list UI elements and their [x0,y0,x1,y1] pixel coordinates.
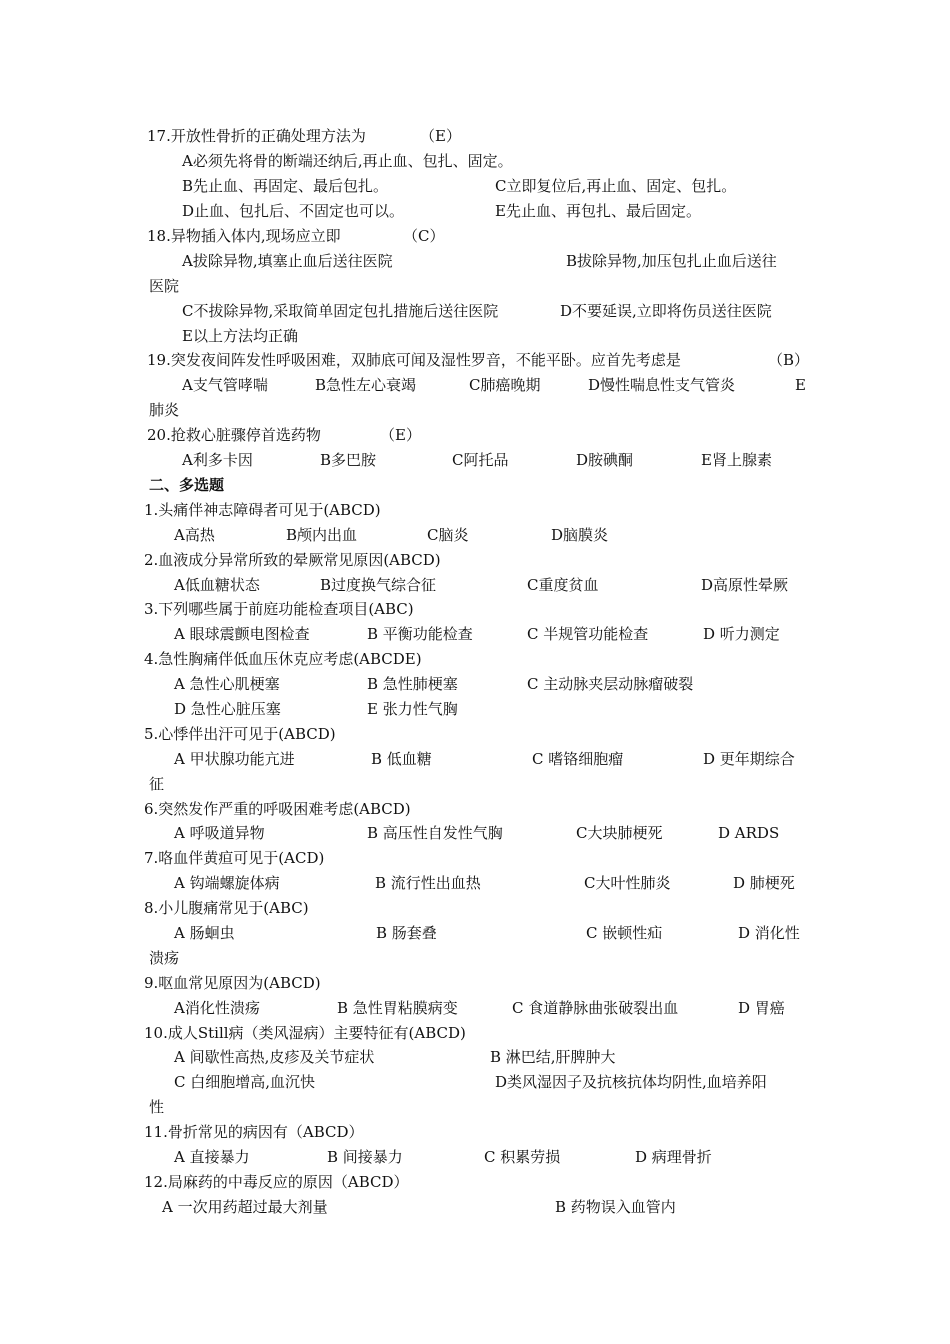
mc-4-option-c: C 主动脉夹层动脉瘤破裂 [527,675,694,693]
q19-option-b: B急性左心衰竭 [315,376,417,394]
mc-8-option-a: A 肠蛔虫 [174,924,235,942]
mc-6-option-c: C大块肺梗死 [576,824,663,842]
mc-6-stem: 6.突然发作严重的呼吸困难考虑(ABCD) [144,800,411,818]
mc-4-stem: 4.急性胸痛伴低血压休克应考虑(ABCDE) [144,650,422,668]
mc-3-stem: 3.下列哪些属于前庭功能检查项目(ABC) [144,600,414,618]
mc-1-option-d: D脑膜炎 [551,526,609,544]
mc-2-stem: 2.血液成分异常所致的晕厥常见原因(ABCD) [144,551,441,569]
mc-3-option-a: A 眼球震颤电图检查 [174,625,310,643]
mc-10-option-d: D类风湿因子及抗核抗体均阴性,血培养阳 [495,1073,767,1091]
mc-3-option-d: D 听力测定 [703,625,780,643]
mc-10-option-c: C 白细胞增高,血沉快 [174,1073,316,1091]
mc-9-option-a: A消化性溃疡 [174,999,260,1017]
mc-5-option-c: C 嗜铬细胞瘤 [532,750,624,768]
mc-6-option-d: D ARDS [718,824,780,842]
q20-option-a: A利多卡因 [182,451,253,469]
mc-8-stem: 8.小儿腹痛常见于(ABC) [144,899,309,917]
mc-1-option-c: C脑炎 [427,526,469,544]
mc-7-option-c: C大叶性肺炎 [584,874,671,892]
q20-option-e: E肾上腺素 [701,451,772,469]
mc-3-option-b: B 平衡功能检查 [367,625,473,643]
q17-option-d: D止血、包扎后、不固定也可以。 [182,202,405,220]
q18-option-a: A拔除异物,填塞止血后送往医院 [182,252,393,270]
question-17-answer: （E） [420,127,461,145]
q18-option-b: B拔除异物,加压包扎止血后送往 [566,252,777,270]
mc-12-stem: 12.局麻药的中毒反应的原因（ABCD） [144,1173,409,1191]
q20-option-d: D胺碘酮 [576,451,634,469]
mc-2-option-a: A低血糖状态 [174,576,260,594]
q17-option-c: C立即复位后,再止血、固定、包扎。 [495,177,737,195]
mc-11-option-c: C 积累劳损 [484,1148,561,1166]
mc-10-option-a: A 间歇性高热,皮疹及关节症状 [174,1048,375,1066]
question-20-answer: （E） [380,426,421,444]
mc-11-option-a: A 直接暴力 [174,1148,250,1166]
mc-4-option-a: A 急性心肌梗塞 [174,675,280,693]
mc-8-option-b: B 肠套叠 [376,924,437,942]
mc-2-option-d: D高原性晕厥 [701,576,789,594]
mc-5-option-b: B 低血糖 [371,750,432,768]
mc-9-option-d: D 胃癌 [738,999,785,1017]
q19-option-e-continued: 肺炎 [149,401,180,419]
q20-option-c: C阿托品 [452,451,509,469]
mc-8-option-c: C 嵌顿性疝 [586,924,663,942]
q17-option-a: A必须先将骨的断端还纳后,再止血、包扎、固定。 [182,152,513,170]
mc-1-option-a: A高热 [174,526,215,544]
question-19-answer: （B） [768,351,810,369]
q18-option-b-continued: 医院 [149,277,180,295]
mc-7-stem: 7.咯血伴黄疸可见于(ACD) [144,849,325,867]
mc-4-option-d: D 急性心脏压塞 [174,700,281,718]
mc-2-option-b: B过度换气综合征 [320,576,437,594]
mc-11-stem: 11.骨折常见的病因有（ABCD） [144,1123,364,1141]
mc-8-option-d: D 消化性 [738,924,800,942]
mc-4-option-b: B 急性肺梗塞 [367,675,458,693]
question-17-stem: 17.开放性骨折的正确处理方法为 [147,127,366,145]
mc-7-option-b: B 流行性出血热 [375,874,481,892]
q17-option-b: B先止血、再固定、最后包扎。 [182,177,389,195]
q19-option-e: E [795,376,806,394]
q17-option-e: E先止血、再包扎、最后固定。 [495,202,701,220]
mc-5-stem: 5.心悸伴出汗可见于(ABCD) [144,725,336,743]
mc-10-option-d-continued: 性 [149,1098,165,1116]
mc-5-option-d-continued: 征 [149,775,165,793]
q18-option-c: C不拔除异物,采取简单固定包扎措施后送往医院 [182,302,499,320]
question-20-stem: 20.抢救心脏骤停首选药物 [147,426,321,444]
mc-10-stem: 10.成人Still病（类风湿病）主要特征有(ABCD) [144,1024,466,1042]
question-18-answer: （C） [403,227,445,245]
mc-10-option-b: B 淋巴结,肝脾肿大 [490,1048,616,1066]
mc-2-option-c: C重度贫血 [527,576,599,594]
mc-3-option-c: C 半规管功能检查 [527,625,649,643]
mc-8-option-d-continued: 溃疡 [149,949,180,967]
question-19-stem: 19.突发夜间阵发性呼吸困难，双肺底可闻及湿性罗音，不能平卧。应首先考虑是 [147,351,681,369]
mc-1-stem: 1.头痛伴神志障碍者可见于(ABCD) [144,501,381,519]
mc-1-option-b: B颅内出血 [286,526,358,544]
section-heading: 二、多选题 [149,476,225,494]
mc-9-option-b: B 急性胃粘膜病变 [337,999,458,1017]
question-18-stem: 18.异物插入体内,现场应立即 [147,227,341,245]
mc-5-option-d: D 更年期综合 [703,750,795,768]
q19-option-a: A支气管哮喘 [182,376,268,394]
mc-7-option-d: D 肺梗死 [733,874,795,892]
mc-4-option-e: E 张力性气胸 [367,700,458,718]
q20-option-b: B多巴胺 [320,451,377,469]
mc-5-option-a: A 甲状腺功能亢进 [174,750,295,768]
q19-option-d: D慢性喘息性支气管炎 [588,376,736,394]
mc-6-option-b: B 高压性自发性气胸 [367,824,503,842]
mc-12-option-b: B 药物误入血管内 [555,1198,676,1216]
mc-11-option-b: B 间接暴力 [327,1148,403,1166]
q18-option-e: E以上方法均正确 [182,327,298,345]
mc-7-option-a: A 钩端螺旋体病 [174,874,280,892]
mc-11-option-d: D 病理骨折 [635,1148,712,1166]
q18-option-d: D不要延误,立即将伤员送往医院 [560,302,772,320]
mc-9-option-c: C 食道静脉曲张破裂出血 [512,999,679,1017]
mc-12-option-a: A 一次用药超过最大剂量 [162,1198,328,1216]
mc-9-stem: 9.呕血常见原因为(ABCD) [144,974,321,992]
q19-option-c: C肺癌晚期 [469,376,541,394]
mc-6-option-a: A 呼吸道异物 [174,824,265,842]
